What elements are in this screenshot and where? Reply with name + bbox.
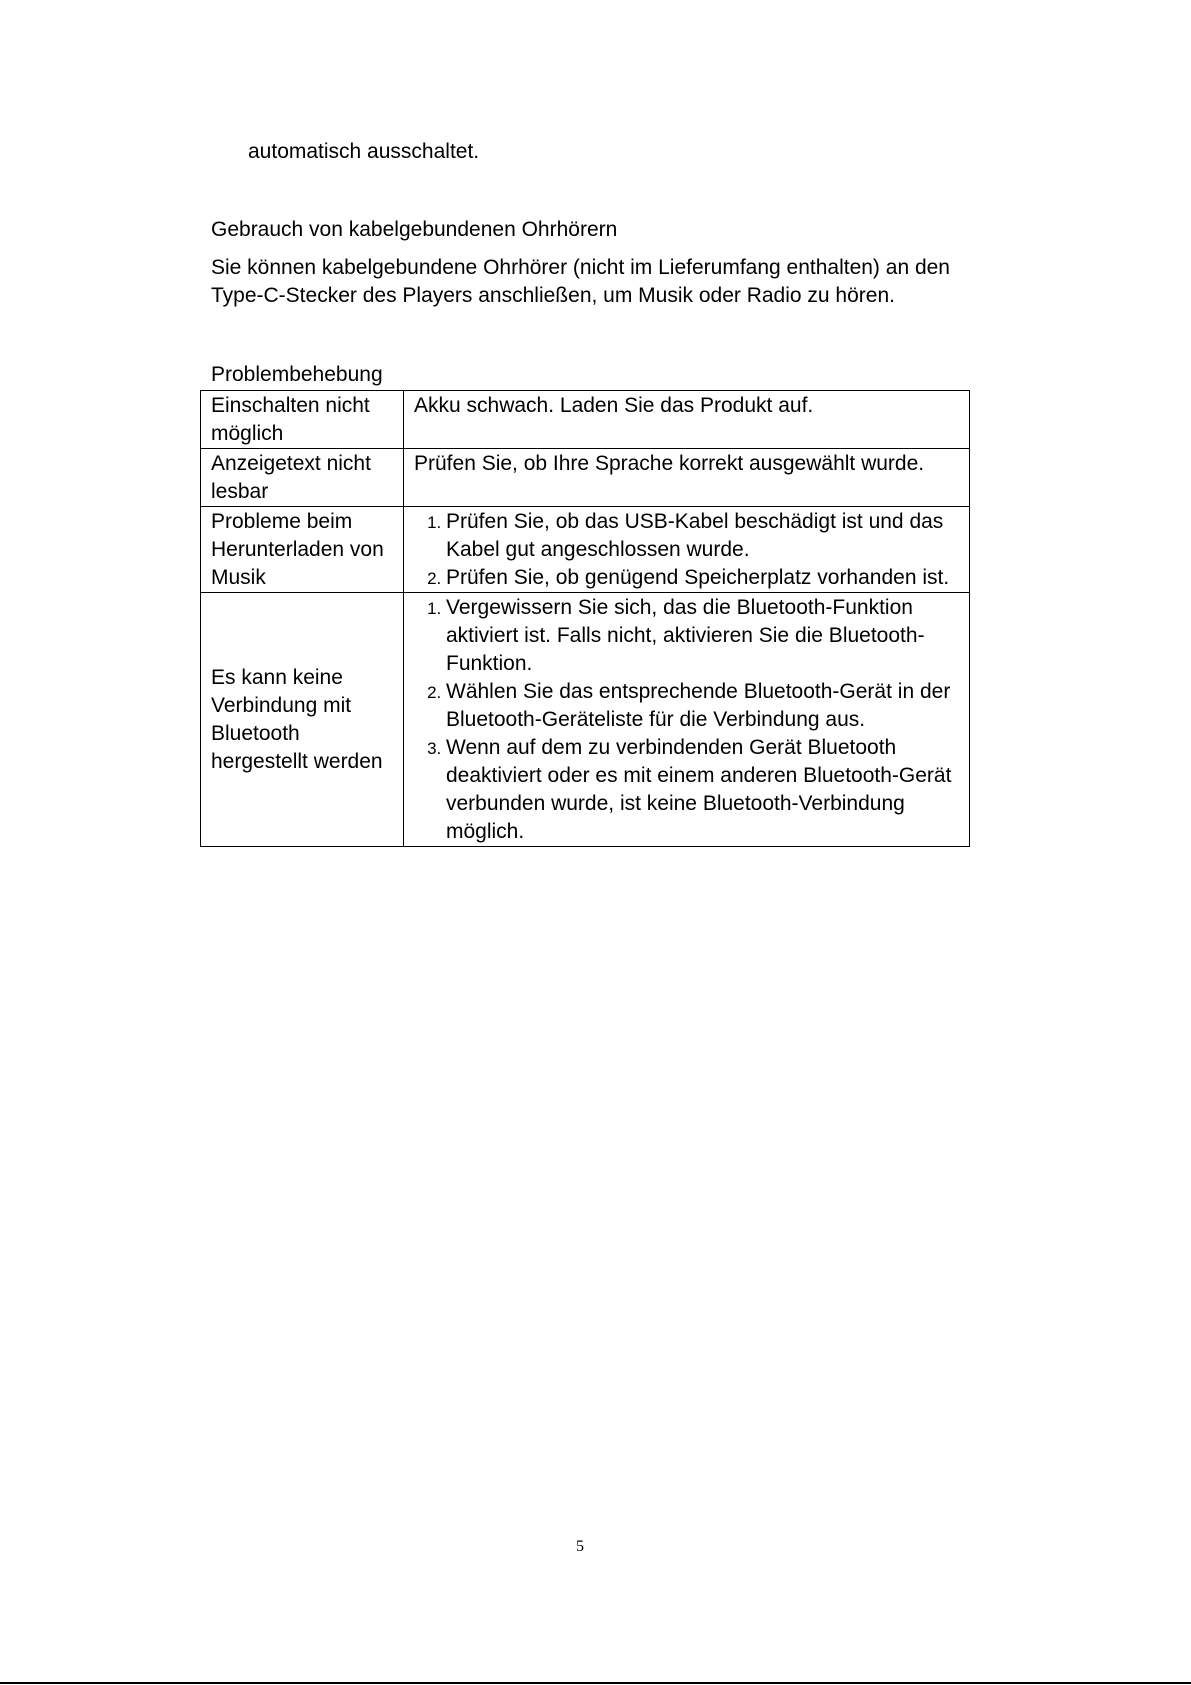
bottom-divider xyxy=(0,1682,1191,1684)
solution-step: 2. Prüfen Sie, ob genügend Speicherplatz vorhanden ist. xyxy=(446,564,959,592)
table-row xyxy=(201,449,970,507)
solution-steps xyxy=(414,594,959,846)
solution-steps xyxy=(414,508,959,592)
problem-cell: Einschalten nicht möglich xyxy=(201,391,404,449)
problem-cell: Anzeigetext nicht lesbar xyxy=(201,449,404,507)
continuation-text: automatisch ausschaltet. xyxy=(248,140,480,163)
problem-cell: Es kann keine Verbindung mit Bluetooth hergestellt werden xyxy=(201,593,404,847)
table-row xyxy=(201,507,970,593)
table-row xyxy=(201,391,970,449)
solution-cell xyxy=(404,507,970,593)
table-row xyxy=(201,593,970,847)
page-number: 5 xyxy=(576,1538,584,1555)
section-title: Gebrauch von kabelgebundenen Ohrhörern xyxy=(211,218,618,241)
solution-step: 1. Vergewissern Sie sich, das die Bluetooth-Funktion aktiviert ist. Falls nicht, aktivieren Sie die Bluetooth-Funktion. xyxy=(446,594,959,678)
solution-step: 1. Prüfen Sie, ob das USB-Kabel beschädigt ist und das Kabel gut angeschlossen wurde. xyxy=(446,508,959,564)
solution-cell: Prüfen Sie, ob Ihre Sprache korrekt ausgewählt wurde. xyxy=(404,449,970,507)
problem-cell: Probleme beim Herunterladen von Musik xyxy=(201,507,404,593)
solution-step: 3. Wenn auf dem zu verbindenden Gerät Bluetooth deaktiviert oder es mit einem anderen Bluetooth-Gerät verbunden wurde, ist keine Bluetooth-Verbindung möglich. xyxy=(446,734,959,846)
troubleshooting-table xyxy=(200,390,970,847)
section-body-line: Sie können kabelgebundene Ohrhörer (nicht im Lieferumfang enthalten) an den xyxy=(211,256,950,279)
section-body xyxy=(211,254,1011,310)
solution-cell: Akku schwach. Laden Sie das Produkt auf. xyxy=(404,391,970,449)
solution-step: 2. Wählen Sie das entsprechende Bluetooth-Gerät in der Bluetooth-Geräteliste für die Verbindung aus. xyxy=(446,678,959,734)
solution-cell xyxy=(404,593,970,847)
troubleshooting-heading: Problembehebung xyxy=(211,363,383,386)
section-body-line: Type-C-Stecker des Players anschließen, um Musik oder Radio zu hören. xyxy=(211,284,895,307)
